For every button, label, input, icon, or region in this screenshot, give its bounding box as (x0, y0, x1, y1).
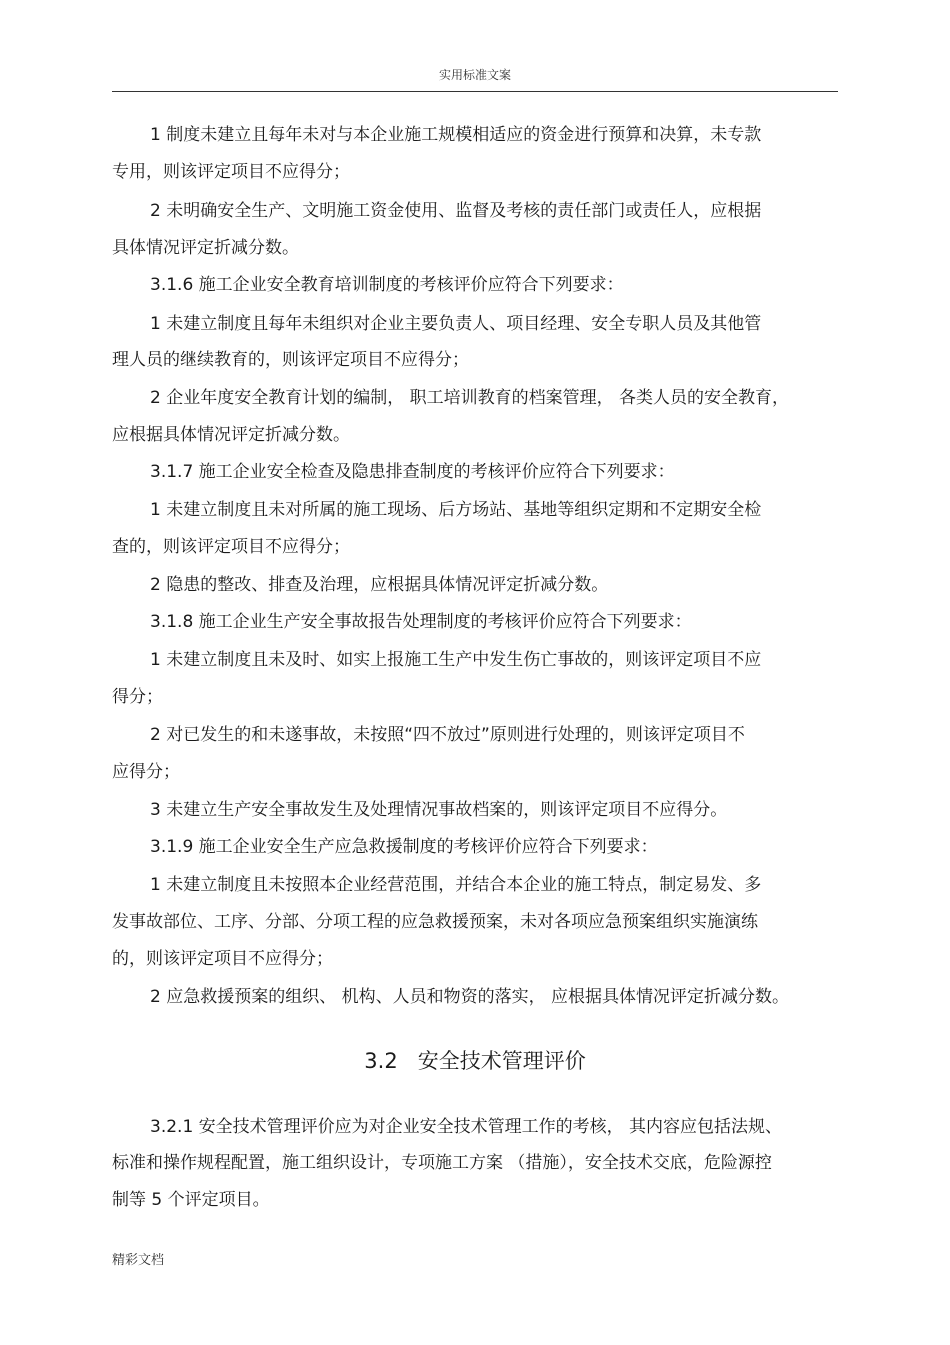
paragraph-line: 具体情况评定折减分数。 (112, 238, 299, 258)
paragraph-line: 标准和操作规程配置，施工组织设计，专项施工方案 （措施），安全技术交底，危险源控 (112, 1153, 772, 1173)
paragraph-line: 1 未建立制度且未对所属的施工现场、后方场站、基地等组织定期和不定期安全检 (150, 500, 762, 520)
paragraph-line: 1 未建立制度且未按照本企业经营范围，并结合本企业的施工特点，制定易发、多 (150, 875, 762, 895)
paragraph-line: 专用，则该评定项目不应得分； (112, 162, 350, 182)
paragraph-line: 2 对已发生的和未遂事故，未按照“四不放过”原则进行处理的，则该评定项目不 (150, 725, 745, 745)
page-footer: 精彩文档 (112, 1253, 165, 1268)
paragraph-line: 1 未建立制度且每年未组织对企业主要负责人、项目经理、安全专职人员及其他管 (150, 314, 762, 334)
paragraph-line: 得分； (112, 687, 163, 707)
clause-heading: 3.1.6 施工企业安全教育培训制度的考核评价应符合下列要求： (150, 275, 624, 295)
paragraph-line: 3 未建立生产安全事故发生及处理情况事故档案的，则该评定项目不应得分。 (150, 800, 728, 820)
clause-heading: 3.1.7 施工企业安全检查及隐患排查制度的考核评价应符合下列要求： (150, 462, 675, 482)
clause-heading: 3.1.8 施工企业生产安全事故报告处理制度的考核评价应符合下列要求： (150, 612, 692, 632)
paragraph-line: 1 未建立制度且未及时、如实上报施工生产中发生伤亡事故的，则该评定项目不应 (150, 650, 762, 670)
paragraph-line: 2 未明确安全生产、文明施工资金使用、监督及考核的责任部门或责任人，应根据 (150, 201, 762, 221)
paragraph-line: 制等 5 个评定项目。 (112, 1190, 270, 1210)
paragraph-line: 应根据具体情况评定折减分数。 (112, 425, 350, 445)
paragraph-line: 发事故部位、工序、分部、分项工程的应急救援预案，未对各项应急预案组织实施演练 (112, 912, 758, 932)
section-heading: 3.2 安全技术管理评价 (364, 1049, 586, 1073)
paragraph-line: 1 制度未建立且每年未对与本企业施工规模相适应的资金进行预算和决算，未专款 (150, 125, 762, 145)
header-divider (112, 91, 838, 92)
paragraph-line: 理人员的继续教育的，则该评定项目不应得分； (112, 350, 469, 370)
paragraph-line: 2 隐患的整改、排查及治理，应根据具体情况评定折减分数。 (150, 575, 609, 595)
paragraph-line: 3.2.1 安全技术管理评价应为对企业安全技术管理工作的考核， 其内容应包括法规、 (150, 1117, 783, 1137)
header-title: 实用标准文案 (438, 68, 511, 82)
paragraph-line: 查的，则该评定项目不应得分； (112, 537, 350, 557)
clause-heading: 3.1.9 施工企业安全生产应急救援制度的考核评价应符合下列要求： (150, 837, 658, 857)
paragraph-line: 应得分； (112, 762, 180, 782)
paragraph-line: 的，则该评定项目不应得分； (112, 949, 333, 969)
paragraph-line: 2 应急救援预案的组织、 机构、人员和物资的落实， 应根据具体情况评定折减分数。 (150, 987, 790, 1007)
paragraph-line: 2 企业年度安全教育计划的编制， 职工培训教育的档案管理， 各类人员的安全教育， (150, 388, 790, 408)
